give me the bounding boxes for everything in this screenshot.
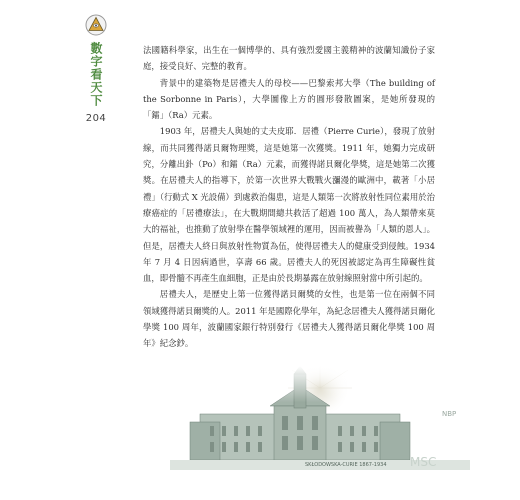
paragraph: 法國籍科學家，出生在一個博學的、具有強烈愛國主義精神的波蘭知識份子家庭，接受良好、完整的教育。 (143, 45, 435, 72)
page-number: 204 (85, 113, 107, 124)
banknote-image (170, 366, 470, 470)
pyramid-eye-icon (85, 14, 107, 36)
body-text (143, 42, 435, 352)
sidebar (80, 14, 112, 124)
series-title: 數字看天下 (89, 42, 103, 107)
paragraph: 居禮夫人，是歷史上第一位獲得諾貝爾獎的女性，也是第一位在兩個不同領域獲得諾貝爾獎的人。2011 年是國際化學年，為紀念居禮夫人獲得諾貝爾化學獎 100 周年，波蘭國家銀行特別發行《居禮夫人獲得諾貝爾化學獎 100 周年》紀念鈔。 (143, 289, 435, 349)
paragraph: 背景中的建築物是居禮夫人的母校——巴黎索邦大學（The building of the Sorbonne in Paris），大學圖像上方的圓形發散圖案，是她所發現的「鐳」（Ra）元素。 (143, 77, 435, 121)
paragraph: 1903 年，居禮夫人與她的丈夫皮耶．居禮（Pierre Curie），發現了放射線，而共同獲得諾貝爾物理獎，這是她第一次獲獎。1911 年，她獨力完成研究，分離出釙（Po）和鐳（Ra）元素，而獲得諾貝爾化學獎，這是她第二次獲獎。在居禮夫人的指導下，於第一次世界大戰戰火瀰漫的歐洲中，載著「小居禮」（行動式 X 光設備）到處救治傷患，這是人類第一次將放射性同位素用於治療癌症的「居禮療法」，在大戰期間總共救活了超過 100 萬人，為人類帶來莫大的福祉，也推動了放射學在醫學領域裡的運用，因而被譽為「人類的恩人」。但是，居禮夫人終日與放射性物質為伍，使得居禮夫人的健康受到侵蝕。1934 年 7 月 4 日因病過世，享壽 66 歲。居禮夫人的死因被認定為再生障礙性貧血，即骨髓不再產生血細胞，正是由於長期暴露在放射線照射當中所引起的。 (143, 126, 435, 284)
